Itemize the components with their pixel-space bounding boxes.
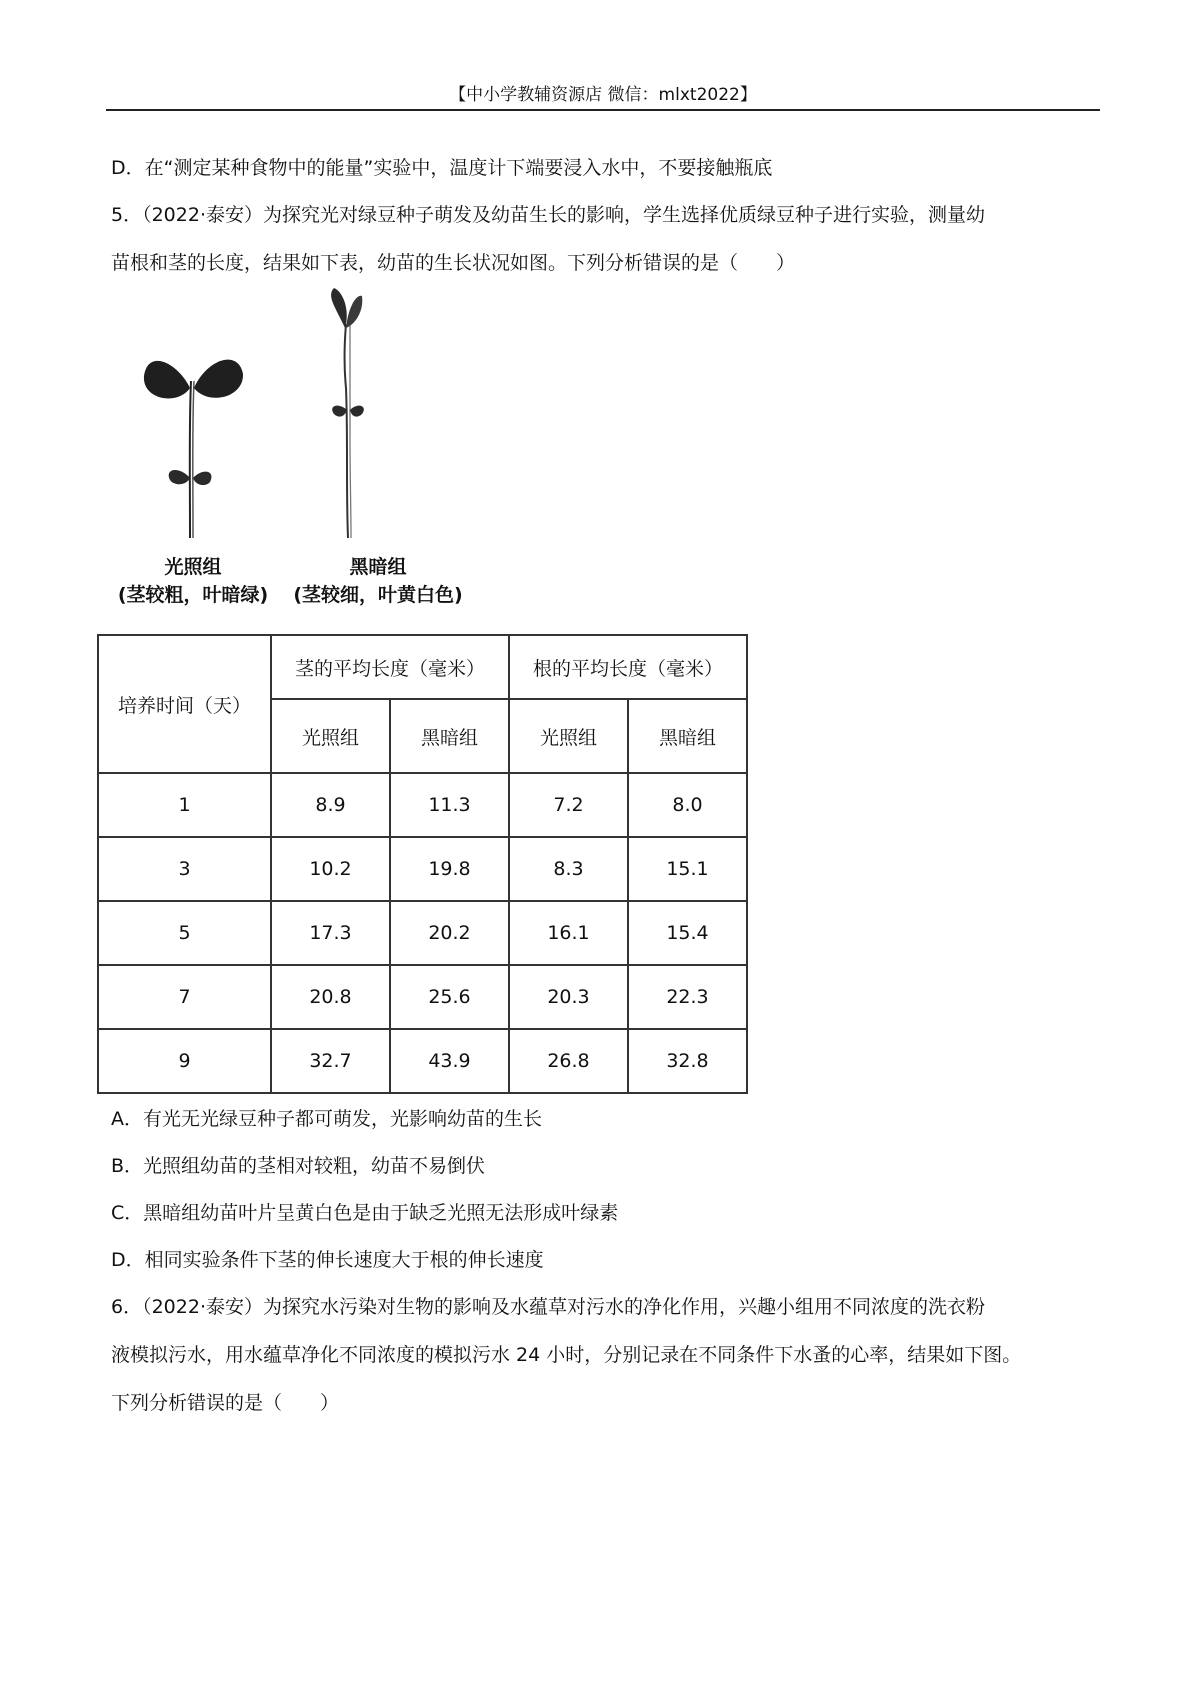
- q5-option-c: C．黑暗组幼苗叶片呈黄白色是由于缺乏光照无法形成叶绿素: [111, 1202, 619, 1224]
- light-group-seedling: [144, 360, 243, 538]
- q6-stem-line-1: 6．（2022·泰安）为探究水污染对生物的影响及水蕴草对污水的净化作用，兴趣小组用不同浓度的洗衣粉: [111, 1296, 985, 1318]
- leaf-left: [144, 361, 190, 399]
- table-cell: 32.7: [271, 1029, 390, 1093]
- seedling-figure: [98, 288, 478, 618]
- prev-question-option-d: D．在“测定某种食物中的能量”实验中，温度计下端要浸入水中，不要接触瓶底: [111, 157, 773, 179]
- table-cell: 7.2: [509, 773, 628, 837]
- q5-stem-line-2: 苗根和茎的长度，结果如下表，幼苗的生长状况如图。下列分析错误的是（ ）: [111, 252, 796, 274]
- table-cell: 8.0: [628, 773, 747, 837]
- table-cell: 25.6: [390, 965, 509, 1029]
- table-cell: 9: [98, 1029, 271, 1093]
- folded-leaf-left: [331, 288, 347, 328]
- table-header-row: [98, 635, 747, 699]
- table-row: [98, 1029, 747, 1093]
- dark-group-caption: [278, 553, 478, 609]
- light-group-note: (茎较粗，叶暗绿): [117, 584, 269, 606]
- table-cell: 11.3: [390, 773, 509, 837]
- table-cell: 17.3: [271, 901, 390, 965]
- table-row: [98, 901, 747, 965]
- subheader-stem-light: 光照组: [271, 699, 390, 773]
- table-cell: 8.9: [271, 773, 390, 837]
- table-cell: 7: [98, 965, 271, 1029]
- table-cell: 22.3: [628, 965, 747, 1029]
- root-length-header: 根的平均长度（毫米）: [509, 635, 747, 699]
- subheader-root-dark: 黑暗组: [628, 699, 747, 773]
- table-cell: 20.2: [390, 901, 509, 965]
- cotyledon-right: [193, 472, 211, 485]
- table-cell: 10.2: [271, 837, 390, 901]
- table-cell: 16.1: [509, 901, 628, 965]
- dark-cotyledon-right: [350, 406, 364, 417]
- leaf-right: [194, 360, 243, 398]
- q5-option-d: D．相同实验条件下茎的伸长速度大于根的伸长速度: [111, 1249, 544, 1271]
- table-cell: 32.8: [628, 1029, 747, 1093]
- table-row: [98, 773, 747, 837]
- table-cell: 8.3: [509, 837, 628, 901]
- header-rule: [106, 109, 1100, 111]
- cotyledon-left: [169, 470, 190, 484]
- q6-stem-line-3: 下列分析错误的是（ ）: [111, 1392, 340, 1414]
- q5-stem-line-1: 5．（2022·泰安）为探究光对绿豆种子萌发及幼苗生长的影响，学生选择优质绿豆种子进行实验，测量幼: [111, 204, 985, 226]
- table-cell: 26.8: [509, 1029, 628, 1093]
- stem-length-header: 茎的平均长度（毫米）: [271, 635, 509, 699]
- table-cell: 1: [98, 773, 271, 837]
- table-cell: 20.3: [509, 965, 628, 1029]
- table-cell: 20.8: [271, 965, 390, 1029]
- dark-group-note: (茎较细，叶黄白色): [293, 584, 463, 606]
- q6-stem-line-2: 液模拟污水，用水蕴草净化不同浓度的模拟污水 24 小时，分别记录在不同条件下水蚤的心率，结果如下图。: [111, 1344, 1022, 1366]
- table-cell: 15.1: [628, 837, 747, 901]
- q5-option-a: A．有光无光绿豆种子都可萌发，光影响幼苗的生长: [111, 1108, 542, 1130]
- dark-group-seedling: [331, 288, 364, 538]
- table-row: [98, 965, 747, 1029]
- folded-leaf-right: [346, 296, 362, 328]
- table-cell: 15.4: [628, 901, 747, 965]
- subheader-stem-dark: 黑暗组: [390, 699, 509, 773]
- dark-cotyledon-left: [332, 406, 347, 417]
- table-cell: 5: [98, 901, 271, 965]
- light-group-caption: [98, 553, 288, 609]
- time-header: 培养时间（天）: [98, 635, 271, 773]
- page-header: 【中小学教辅资源店 微信：mlxt2022】: [449, 85, 757, 105]
- light-group-title: 光照组: [164, 556, 222, 578]
- dark-group-title: 黑暗组: [349, 556, 407, 578]
- table-cell: 3: [98, 837, 271, 901]
- q5-option-b: B．光照组幼苗的茎相对较粗，幼苗不易倒伏: [111, 1155, 486, 1177]
- growth-data-table: [97, 634, 748, 1094]
- table-cell: 19.8: [390, 837, 509, 901]
- table-cell: 43.9: [390, 1029, 509, 1093]
- seedling-illustration: [98, 288, 478, 538]
- subheader-root-light: 光照组: [509, 699, 628, 773]
- table-row: [98, 837, 747, 901]
